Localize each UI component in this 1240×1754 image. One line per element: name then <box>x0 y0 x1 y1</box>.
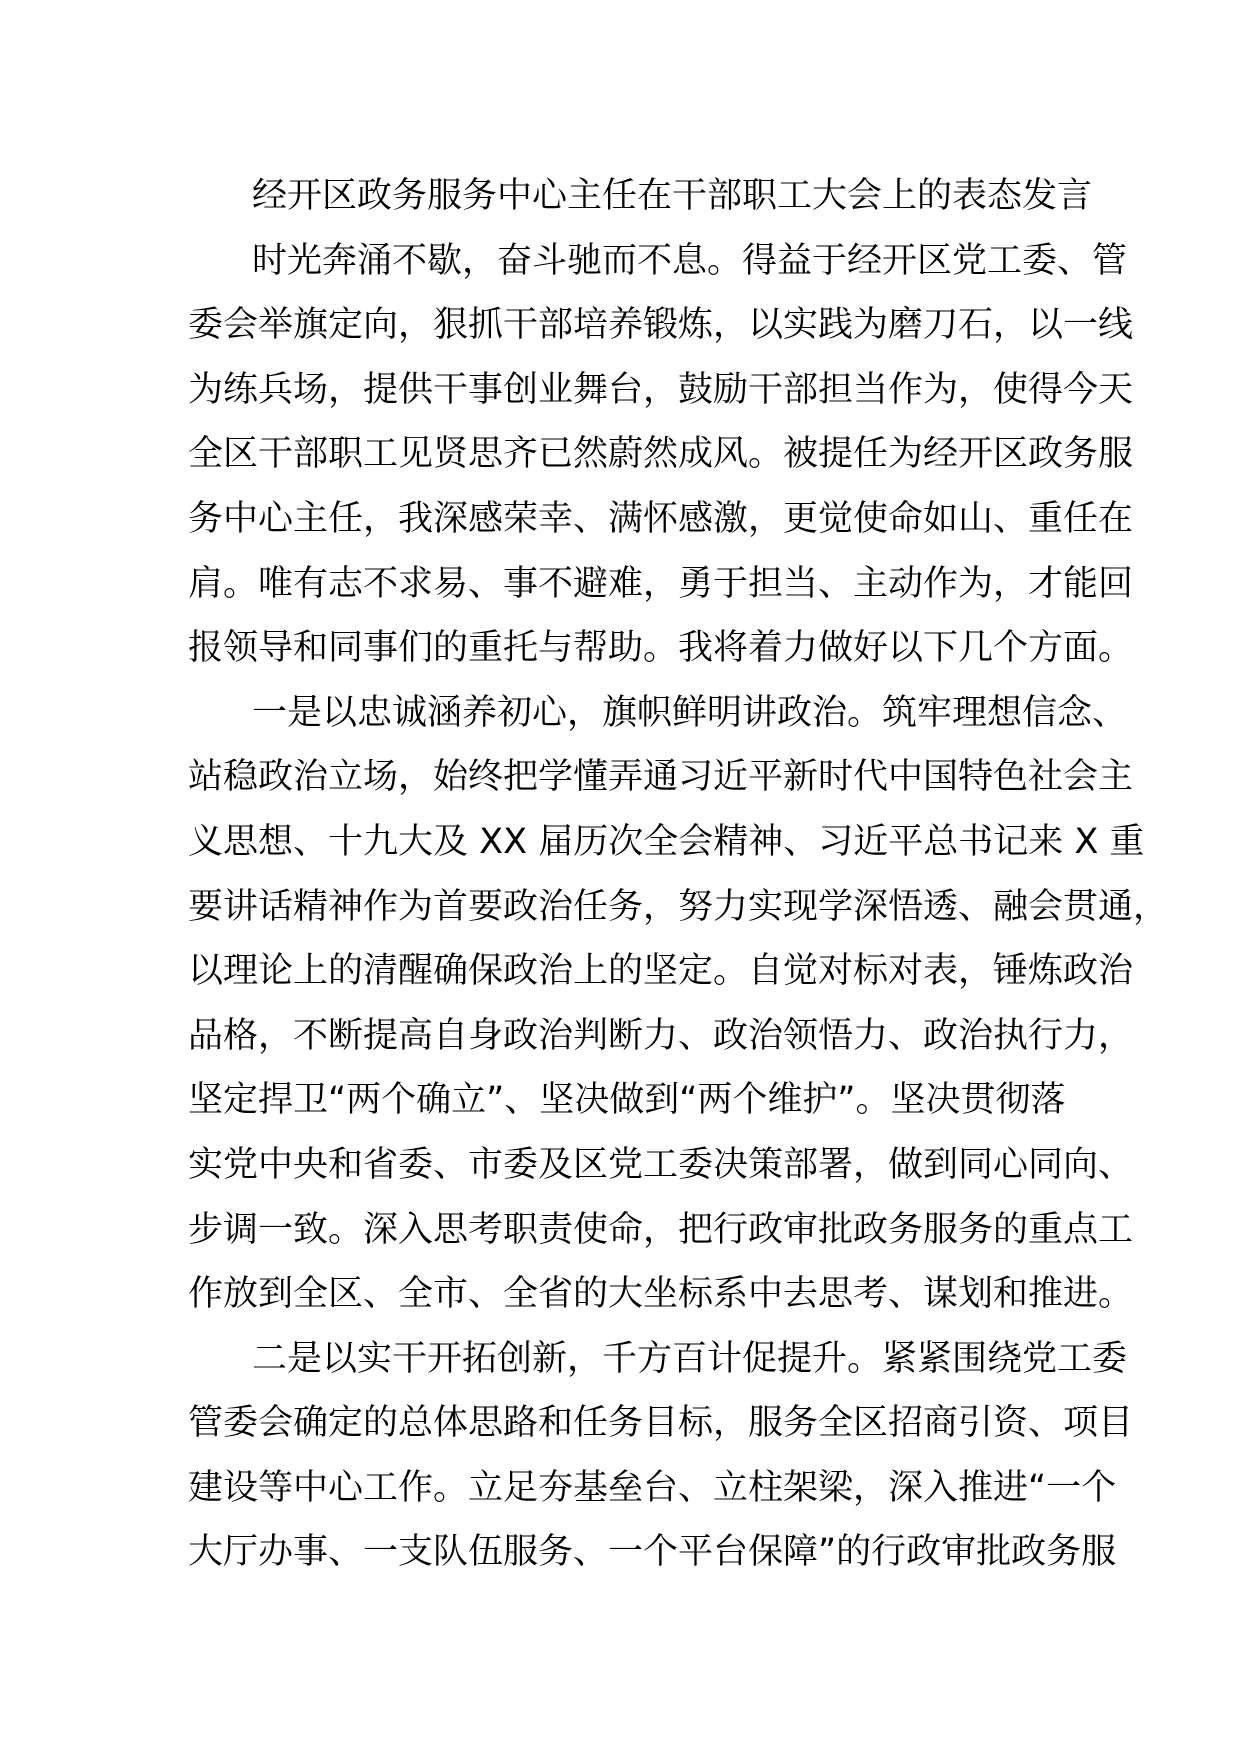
text-line: 时光奔涌不歇，奋斗驰而不息。得益于经开区党工委、管 <box>252 240 1128 281</box>
text-line: 品格，不断提高自身政治判断力、政治领悟力、政治执行力， <box>188 1015 1134 1056</box>
text-line: 二是以实干开拓创新，千方百计促提升。紧紧围绕党工委 <box>252 1338 1128 1379</box>
document-body <box>188 164 1169 1585</box>
text-line: 站稳政治立场，始终把学懂弄通习近平新时代中国特色社会主 <box>188 757 1134 798</box>
text-line: 管委会确定的总体思路和任务目标，服务全区招商引资、项目 <box>188 1403 1134 1444</box>
text-line: 委会举旗定向，狠抓干部培养锻炼，以实践为磨刀石，以一线 <box>188 305 1134 346</box>
text-line: 坚定捍卫“两个确立”、坚决做到“两个维护”。坚决贯彻落 <box>188 1080 1066 1121</box>
paragraph-intro <box>188 229 1134 681</box>
text-line: 作放到全区、全市、全省的大坐标系中去思考、谋划和推进。 <box>188 1274 1134 1315</box>
document-title: 经开区政务服务中心主任在干部职工大会上的表态发言 <box>252 176 1093 216</box>
paragraph-point-one <box>188 681 1169 1327</box>
text-line: 实党中央和省委、市委及区党工委决策部署，做到同心同向、 <box>188 1144 1134 1185</box>
text-line: 以理论上的清醒确保政治上的坚定。自觉对标对表，锤炼政治 <box>188 951 1134 992</box>
text-line: 义思想、十九大及 XX 届历次全会精神、习近平总书记来 X 重 <box>188 821 1145 862</box>
text-line: 建设等中心工作。立足夯基垒台、立柱架梁，深入推进“一个 <box>188 1467 1117 1508</box>
text-line: 一是以忠诚涵养初心，旗帜鲜明讲政治。筑牢理想信念、 <box>252 692 1128 733</box>
text-line: 要讲话精神作为首要政治任务，努力实现学深悟透、融会贯通， <box>188 886 1169 927</box>
text-line: 为练兵场，提供干事创业舞台，鼓励干部担当作为，使得今天 <box>188 369 1134 410</box>
text-line: 报领导和同事们的重托与帮助。我将着力做好以下几个方面。 <box>188 628 1134 669</box>
text-line: 全区干部职工见贤思齐已然蔚然成风。被提任为经开区政务服 <box>188 434 1134 475</box>
text-line: 步调一致。深入思考职责使命，把行政审批政务服务的重点工 <box>188 1209 1134 1250</box>
text-line: 大厅办事、一支队伍服务、一个平台保障”的行政审批政务服 <box>188 1532 1117 1573</box>
paragraph-point-two <box>188 1327 1134 1585</box>
text-line: 肩。唯有志不求易、事不避难，勇于担当、主动作为，才能回 <box>188 563 1134 604</box>
text-line: 务中心主任，我深感荣幸、满怀感激，更觉使命如山、重任在 <box>188 498 1134 539</box>
